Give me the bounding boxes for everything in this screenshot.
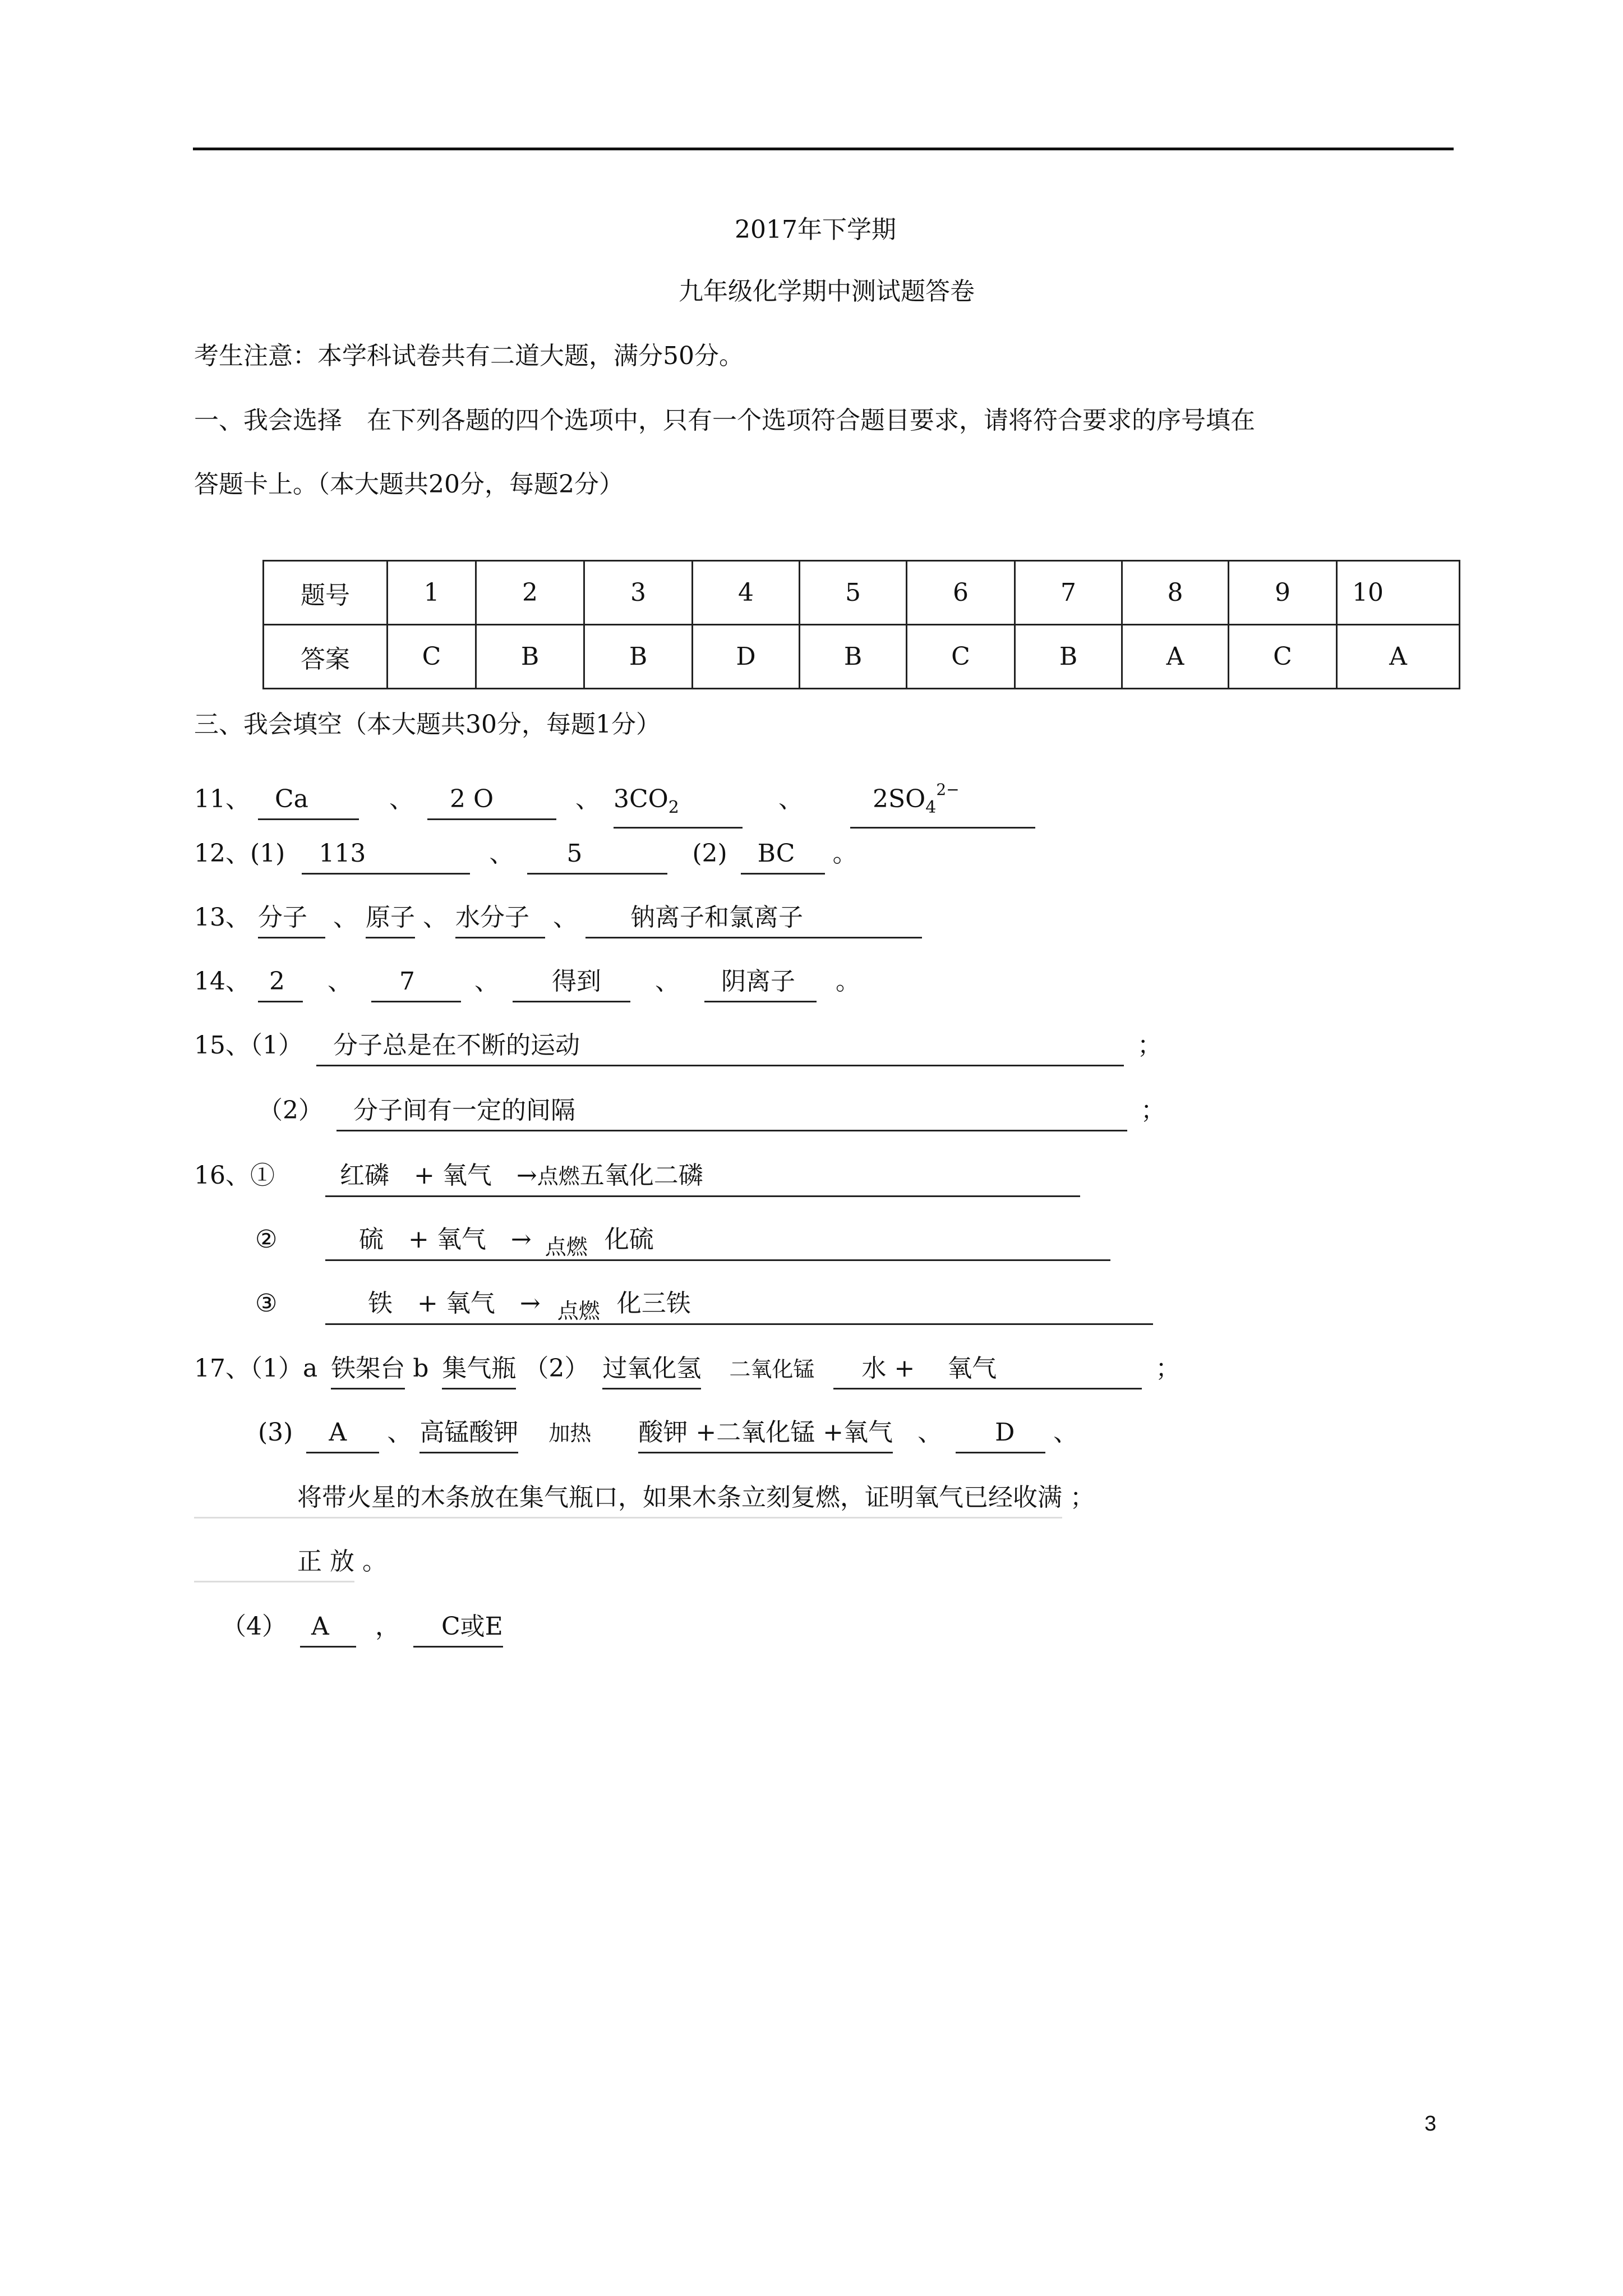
q14-answer-2: 7 — [371, 965, 461, 1002]
header-rule — [193, 148, 1454, 150]
q17-products: 水 + 氧气 — [833, 1352, 1142, 1389]
q16-condition-2: 点燃 — [545, 1235, 588, 1259]
q16-reaction-3-line — [325, 1287, 1153, 1325]
q16-reactants-1: 红磷 + 氧气 → — [340, 1161, 537, 1190]
q17-row-check — [194, 1481, 1095, 1519]
q17-place: 正 放 — [297, 1547, 354, 1576]
table-label-number: 题号 — [264, 561, 388, 625]
q11-answer-4-subscript: 4 — [925, 798, 937, 817]
q17-comma: ， — [375, 1612, 400, 1641]
notice: 考生注意：本学科试卷共有二道大题，满分50分。 — [194, 342, 744, 370]
q11-answer-1: Ca — [258, 783, 359, 820]
table-cell: C — [907, 625, 1015, 689]
q16-reaction-2-line — [325, 1223, 1110, 1261]
table-cell: B — [584, 625, 693, 689]
answer-table — [262, 560, 1460, 689]
q12-part-2: (2) — [692, 839, 727, 868]
q17-answer-d: D — [956, 1416, 1045, 1453]
q17-answer-b: 集气瓶 — [442, 1352, 516, 1389]
q16-mark-2: ② — [255, 1225, 278, 1254]
q17-check-line — [194, 1481, 1062, 1519]
q13-sep-3: 、 — [553, 903, 578, 932]
table-cell: B — [1015, 625, 1122, 689]
q17-answer-5: C或E — [413, 1610, 503, 1648]
table-cell: 3 — [584, 561, 693, 625]
q11-sep-2: 、 — [575, 785, 600, 813]
q11-answer-2: 2 O — [427, 783, 556, 820]
q15-answer-2: 分子间有一定的间隔 — [336, 1094, 1127, 1131]
q17-row-4 — [222, 1610, 503, 1648]
q12-number: 12、(1) — [194, 839, 285, 868]
q12-answer-1: 113 — [302, 837, 470, 875]
q17-answer-a: 铁架台 — [331, 1352, 405, 1389]
q11-answer-3-formula: 3CO — [614, 785, 668, 813]
table-cell: 5 — [800, 561, 907, 625]
table-cell: 10 — [1337, 561, 1460, 625]
q14-number: 14、 — [194, 967, 250, 996]
q16-reaction-3 — [325, 1287, 1153, 1325]
table-cell: 8 — [1122, 561, 1229, 625]
q17-sep: 、 — [387, 1418, 412, 1447]
q13-sep-2: 、 — [423, 903, 448, 932]
table-cell: 7 — [1015, 561, 1122, 625]
q17-end-2: ； — [1155, 1354, 1181, 1383]
q17-end-4: ； — [1070, 1483, 1095, 1512]
q13-answer-2: 原子 — [366, 901, 415, 938]
q17-products-3: 酸钾 +二氧化锰 +氧气 — [638, 1416, 893, 1453]
q15-part-2: （2） — [258, 1096, 323, 1125]
q17-row-3 — [258, 1416, 1078, 1453]
q14-answer-1: 2 — [258, 965, 303, 1002]
q17-part-2: （2） — [524, 1354, 589, 1383]
q11-answer-4-superscript: 2− — [936, 780, 960, 799]
q17-reactant-3: 高锰酸钾 — [419, 1416, 518, 1453]
table-label-answer: 答案 — [264, 625, 388, 689]
q16-condition-3: 点燃 — [557, 1299, 600, 1323]
section1-line2: 答题卡上。（本大题共20分，每题2分） — [194, 470, 624, 499]
q11-answer-3-subscript: 2 — [668, 798, 679, 817]
q12-row — [194, 837, 857, 875]
table-cell: B — [800, 625, 907, 689]
q12-end: 。 — [832, 839, 857, 868]
table-cell: 2 — [476, 561, 584, 625]
q17-check: 将带火星的木条放在集气瓶口，如果木条立刻复燃，证明氧气已经收满 — [297, 1483, 1062, 1512]
section3-heading: 三、我会填空（本大题共30分，每题1分） — [194, 710, 661, 739]
table-cell: A — [1337, 625, 1460, 689]
table-cell: B — [476, 625, 584, 689]
q17-part-4: （4） — [222, 1612, 287, 1641]
q14-answer-4: 阴离子 — [704, 965, 817, 1002]
q16-condition-1: 点燃 — [537, 1164, 580, 1189]
q17-row-1 — [194, 1352, 1180, 1389]
q11-number: 11、 — [194, 785, 250, 813]
table-cell: C — [388, 625, 476, 689]
q17-end-3: 、 — [1053, 1418, 1078, 1447]
q17-end-5: 。 — [362, 1547, 387, 1576]
q11-answer-4-formula: 2SO — [873, 785, 926, 813]
q17-reactant: 过氧化氢 — [602, 1352, 701, 1389]
q12-answer-3: BC — [741, 837, 825, 875]
table-cell: A — [1122, 625, 1229, 689]
q17-catalyst: 二氧化锰 — [729, 1357, 815, 1382]
table-cell: 9 — [1229, 561, 1337, 625]
q14-sep-2: 、 — [474, 967, 499, 996]
q13-answer-3: 水分子 — [455, 901, 545, 938]
q15-answer-1: 分子总是在不断的运动 — [316, 1029, 1124, 1066]
exam-title: 九年级化学期中测试题答卷 — [679, 277, 975, 306]
q14-sep-3: 、 — [655, 967, 680, 996]
q16-reaction-2 — [325, 1223, 1110, 1261]
q15-row-1 — [194, 1029, 1162, 1066]
q16-product-1: 五氧化二磷 — [579, 1161, 703, 1190]
q15-end-2: ； — [1141, 1096, 1165, 1125]
table-cell: C — [1229, 625, 1337, 689]
table-cell: 4 — [693, 561, 800, 625]
table-cell: D — [693, 625, 800, 689]
q11-sep-3: 、 — [778, 785, 803, 813]
q11-answer-3 — [614, 783, 743, 829]
q14-answer-3: 得到 — [513, 965, 630, 1002]
q14-sep-1: 、 — [328, 967, 352, 996]
q13-answer-1: 分子 — [258, 901, 325, 938]
q17-heat: 加热 — [548, 1421, 592, 1446]
q17-sep-2: 、 — [917, 1418, 943, 1447]
q11-answer-4 — [850, 773, 1035, 829]
q12-sep-1: 、 — [489, 839, 514, 868]
q15-end-1: ； — [1137, 1031, 1162, 1060]
section1-line1: 一、我会选择 在下列各题的四个选项中，只有一个选项符合题目要求，请将符合要求的序号填在 — [194, 406, 1255, 435]
q16-reactants-2: 硫 + 氧气 → — [359, 1225, 532, 1254]
q17-answer-3: A — [306, 1416, 379, 1453]
q11-row — [194, 773, 1035, 829]
q16-product-2: 化硫 — [604, 1225, 654, 1254]
page-number: 3 — [1424, 2112, 1437, 2136]
q13-answer-4: 钠离子和氯离子 — [585, 901, 922, 938]
table-cell: 1 — [388, 561, 476, 625]
q16-reaction-1 — [325, 1159, 1080, 1197]
q13-number: 13、 — [194, 903, 250, 932]
q16-reactants-3: 铁 + 氧气 → — [368, 1289, 541, 1318]
q11-sep-1: 、 — [389, 785, 414, 813]
q17-place-line — [194, 1545, 354, 1582]
q13-sep-1: 、 — [333, 903, 358, 932]
q17-answer-4: A — [300, 1610, 356, 1648]
q16-reaction-1-line — [325, 1159, 1080, 1197]
q14-row — [194, 965, 860, 1002]
q15-number: 15、（1） — [194, 1031, 303, 1060]
q15-row-2 — [258, 1094, 1165, 1131]
table-row-numbers — [264, 561, 1460, 625]
q17-part-3: (3) — [258, 1418, 293, 1447]
q17-number: 17、（1）a — [194, 1354, 318, 1383]
q17-row-place — [194, 1545, 387, 1582]
q14-end: 。 — [836, 967, 860, 996]
q16-product-3: 化三铁 — [616, 1289, 691, 1318]
q16-number: 16、① — [194, 1161, 275, 1190]
q13-row — [194, 901, 922, 938]
exam-term: 2017年下学期 — [735, 215, 896, 244]
q17-label-b: b — [413, 1354, 429, 1383]
table-row-answers — [264, 625, 1460, 689]
q16-mark-3: ③ — [255, 1289, 278, 1318]
q12-answer-2: 5 — [527, 837, 667, 875]
table-cell: 6 — [907, 561, 1015, 625]
